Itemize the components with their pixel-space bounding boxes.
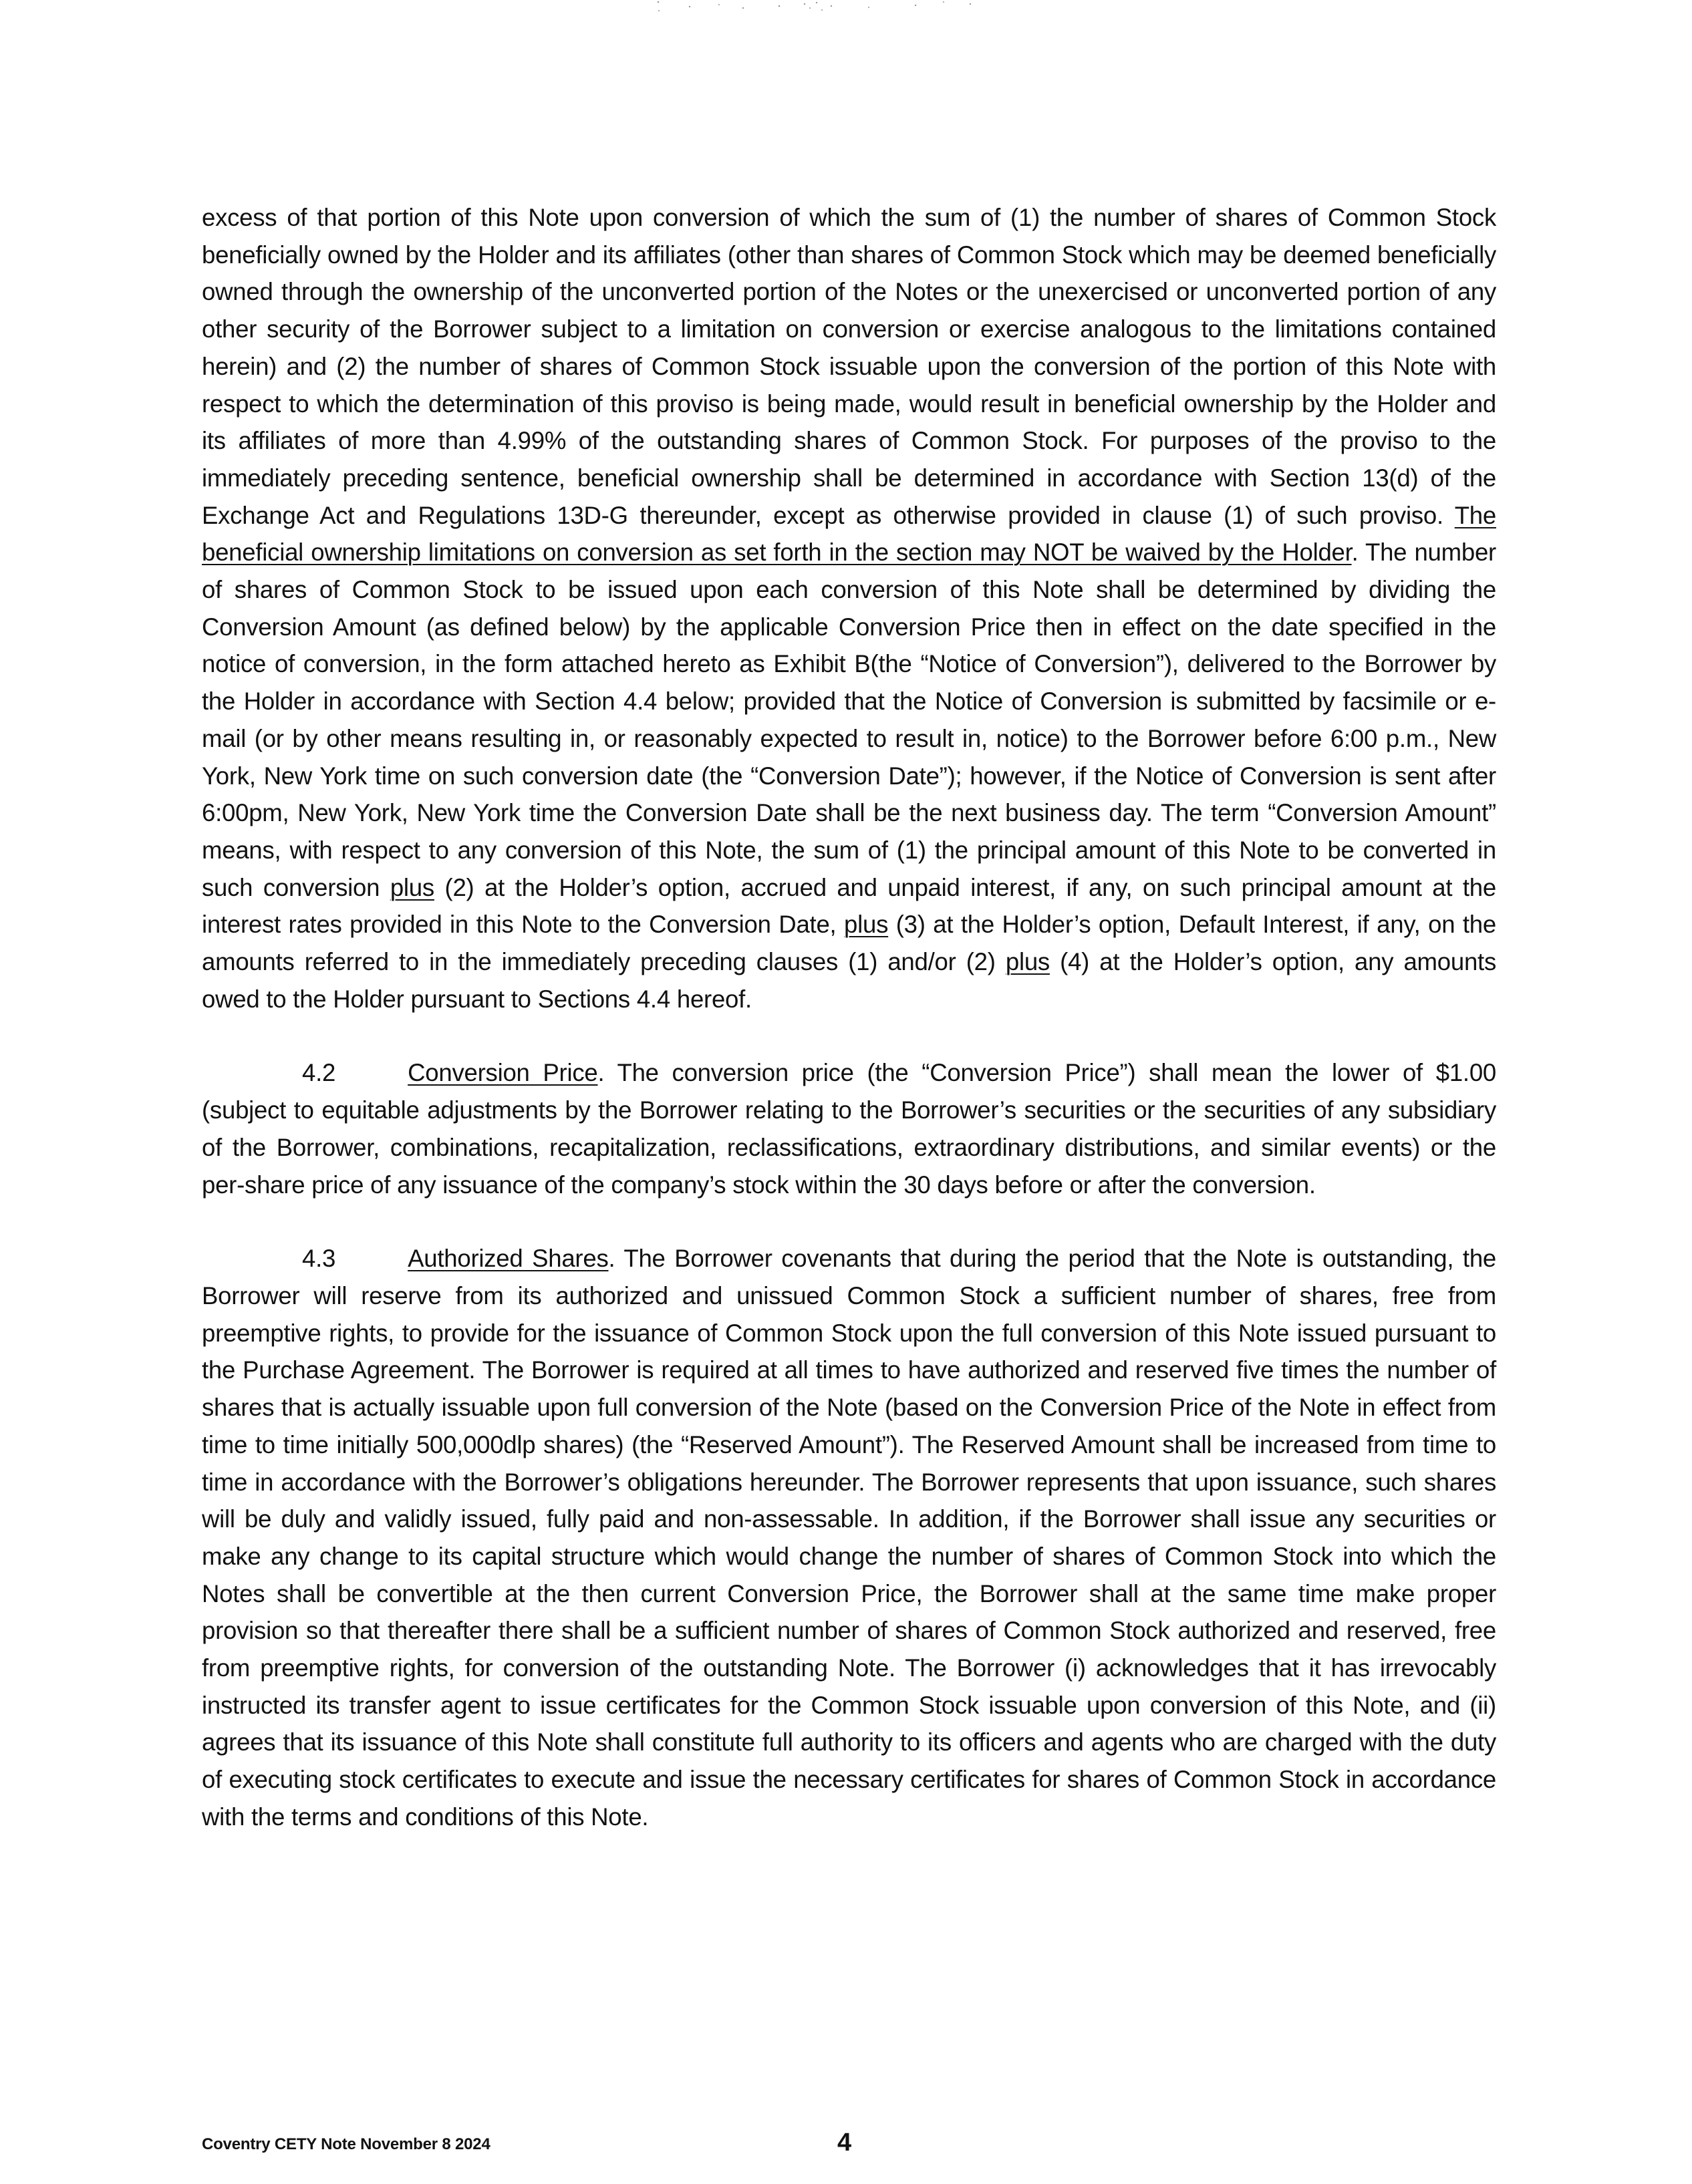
paragraph-text: (3) at the Holder’s option, Default Interest, if any, on the amounts referred to in the immediately preceding clauses (1) and/or (2) bbox=[202, 911, 1496, 976]
section-heading: Authorized Shares bbox=[408, 1245, 609, 1273]
section-heading: Conversion Price bbox=[408, 1059, 598, 1087]
paragraph-text: . The number of shares of Common Stock to be issued upon each conversion of this Note shall be determined by dividing the Conversion Amount (as defined below) by the applicable Conversion Price then in effect on the date specified in the notice of conversion, in the form attached hereto as Exhibit B(the “Notice of Conversion”), delivered to the Borrower by the Holder in accordance with Section 4.4 below; provided that the Notice of Conversion is submitted by facsimile or e-mail (or by other means resulting in, or reasonably expected to result in, notice) to the Borrower before 6:00 p.m., New York, New York time on such conversion date (the “Conversion Date”); however, if the Notice of Conversion is sent after 6:00pm, New York, New York time the Conversion Date shall be the next business day. The term “Conversion Amount” means, with respect to any conversion of this Note, the sum of (1) the principal amount of this Note to be converted in such conversion bbox=[202, 538, 1496, 901]
underlined-plus: plus bbox=[844, 911, 889, 939]
underlined-plus: plus bbox=[1005, 948, 1050, 976]
section-number: 4.2 bbox=[302, 1059, 336, 1087]
page-footer bbox=[202, 2129, 1496, 2155]
section-4-2-conversion-price bbox=[202, 1054, 1496, 1203]
paragraph-text: (4) at the Holder’s option, any amounts owed to the Holder pursuant to Sections 4.4 hereof. bbox=[202, 948, 1496, 1013]
underlined-plus: plus bbox=[390, 873, 434, 901]
paragraph-text: . The conversion price (the “Conversion Price”) shall mean the lower of $1.00 (subject to equitable adjustments by the Borrower relating to the Borrower’s securities or the securities of any subsidiary of the Borrower, combinations, recapitalization, reclassifications, extraordinary distributions, and similar events) or the per-share price of any issuance of the company’s stock within the 30 days before or after the conversion. bbox=[202, 1059, 1497, 1199]
section-number: 4.3 bbox=[302, 1245, 336, 1273]
section-4-3-authorized-shares bbox=[202, 1240, 1496, 1835]
scan-speck-marks bbox=[642, 0, 1042, 16]
underlined-waiver-clause: The beneficial ownership limitations on conversion as set forth in the section may NOT be waived by the Holder bbox=[202, 501, 1496, 567]
document-body bbox=[202, 199, 1496, 1836]
paragraph-text: excess of that portion of this Note upon conversion of which the sum of (1) the number of shares of Common Stock beneficially owned by the Holder and its affiliates (other than shares of Common Stock which may be deemed beneficially owned through the ownership of the unconverted portion of the Notes or the unexercised or unconverted portion of any other security of the Borrower subject to a limitation on conversion or exercise analogous to the limitations contained herein) and (2) the number of shares of Common Stock issuable upon the conversion of the portion of this Note with respect to which the determination of this proviso is being made, would result in beneficial ownership by the Holder and its affiliates of more than 4.99% of the outstanding shares of Common Stock. For purposes of the proviso to the immediately preceding sentence, beneficial ownership shall be determined in accordance with Section 13(d) of the Exchange Act and Regulations 13D-G thereunder, except as otherwise provided in clause (1) of such proviso. bbox=[202, 204, 1496, 529]
paragraph-text: (2) at the Holder’s option, accrued and unpaid interest, if any, on such principal amount at the interest rates provided in this Note to the Conversion Date, bbox=[202, 873, 1496, 939]
page-number: 4 bbox=[837, 2129, 852, 2157]
paragraph-text: . The Borrower covenants that during the period that the Note is outstanding, the Borrower will reserve from its authorized and unissued Common Stock a sufficient number of shares, free from preemptive rights, to provide for the issuance of Common Stock upon the full conversion of this Note issued pursuant to the Purchase Agreement. The Borrower is required at all times to have authorized and reserved five times the number of shares that is actually issuable upon full conversion of the Note (based on the Conversion Price of the Note in effect from time to time initially 500,000dlp shares) (the “Reserved Amount”). The Reserved Amount shall be increased from time to time in accordance with the Borrower’s obligations hereunder. The Borrower represents that upon issuance, such shares will be duly and validly issued, fully paid and non-assessable. In addition, if the Borrower shall issue any securities or make any change to its capital structure which would change the number of shares of Common Stock into which the Notes shall be convertible at the then current Conversion Price, the Borrower shall at the same time make proper provision so that thereafter there shall be a sufficient number of shares of Common Stock authorized and reserved, free from preemptive rights, for conversion of the outstanding Note. The Borrower (i) acknowledges that it has irrevocably instructed its transfer agent to issue certificates for the Common Stock issuable upon conversion of this Note, and (ii) agrees that its issuance of this Note shall constitute full authority to its officers and agents who are charged with the duty of executing stock certificates to execute and issue the necessary certificates for shares of Common Stock in accordance with the terms and conditions of this Note. bbox=[202, 1245, 1497, 1831]
footer-document-title: Coventry CETY Note November 8 2024 bbox=[202, 2135, 490, 2153]
paragraph-beneficial-ownership bbox=[202, 199, 1496, 1018]
